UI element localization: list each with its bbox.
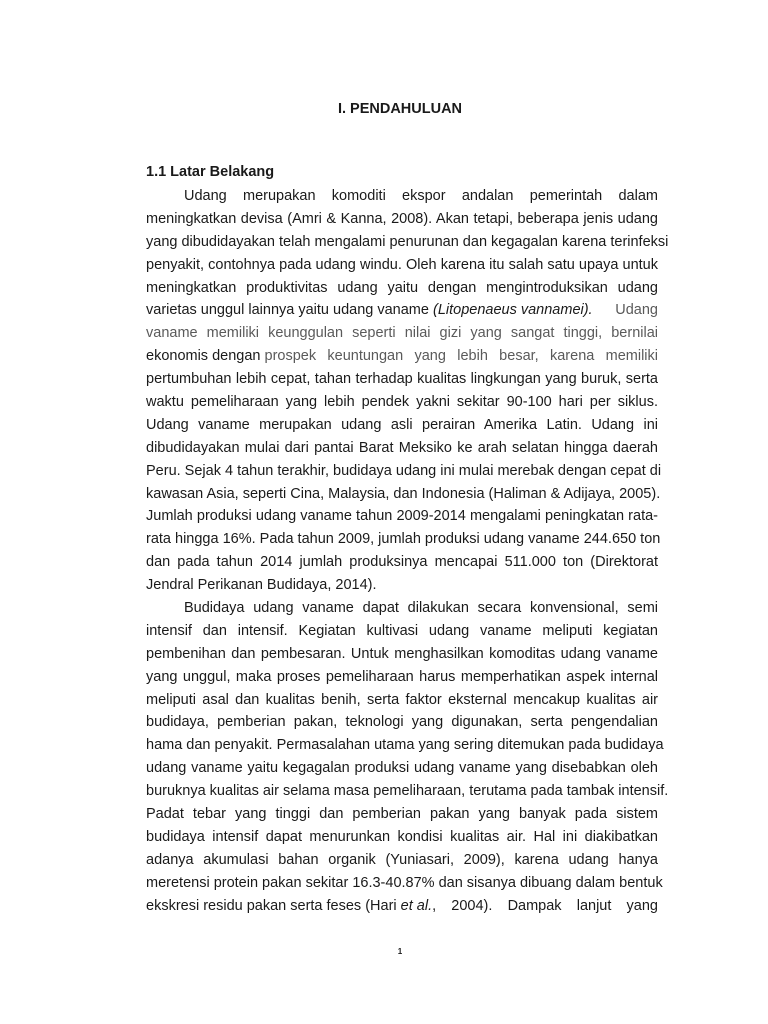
citation-etal: et al. — [400, 897, 433, 914]
text-line: meretensi protein pakan sekitar 16.3-40.87% dan sisanya dibuang dalam bentuk — [146, 874, 663, 891]
body-text — [146, 185, 669, 918]
text-line: penyakit, contohnya pada udang windu. Oleh karena itu salah satu upaya untuk — [146, 256, 658, 273]
text-line: kawasan Asia, seperti Cina, Malaysia, dan Indonesia (Haliman & Adijaya, 2005). — [146, 485, 661, 502]
text-line: pertumbuhan lebih cepat, tahan terhadap kualitas lingkungan yang buruk, serta — [146, 371, 658, 388]
text-line: yang dibudidayakan telah mengalami penurunan dan kegagalan karena terinfeksi — [146, 233, 669, 250]
text-line: Jumlah produksi udang vaname tahun 2009-2014 mengalami peningkatan rata- — [146, 508, 658, 525]
text-line: intensif dan intensif. Kegiatan kultivasi udang vaname meliputi kegiatan — [146, 622, 658, 639]
text-line: buruknya kualitas air selama masa pemeliharaan, terutama pada tambak intensif. — [146, 783, 669, 800]
text-line — [146, 345, 658, 368]
text-line: yang unggul, maka proses pemeliharaan harus memperhatikan aspek internal — [146, 668, 658, 685]
text-line: adanya akumulasi bahan organik (Yuniasari, 2009), karena udang hanya — [146, 851, 658, 868]
text-line — [146, 299, 658, 322]
text-line: rata hingga 16%. Pada tahun 2009, jumlah produksi udang vaname 244.650 ton — [146, 531, 661, 548]
section-heading: 1.1 Latar Belakang — [146, 164, 275, 180]
text-line: Peru. Sejak 4 tahun terakhir, budidaya udang ini mulai merebak dengan cepat di — [146, 462, 662, 479]
text-line: meliputi asal dan kualitas benih, serta faktor eksternal mencakup kualitas air — [146, 691, 658, 708]
text-line: Budidaya udang vaname dapat dilakukan secara konvensional, semi — [184, 600, 658, 617]
text-line: udang vaname yaitu kegagalan produksi udang vaname yang disebabkan oleh — [146, 760, 658, 777]
text-line: vaname memiliki keunggulan seperti nilai gizi yang sangat tinggi, bernilai — [146, 325, 658, 342]
text-line: budidaya, pemberian pakan, teknologi yang digunakan, serta pengendalian — [146, 714, 658, 731]
text-line: dibudidayakan mulai dari pantai Barat Meksiko ke arah selatan hingga daerah — [146, 439, 658, 456]
text-line: Padat tebar yang tinggi dan pemberian pakan yang banyak pada sistem — [146, 806, 658, 823]
species-name: (Litopenaeus vannamei). — [432, 302, 593, 319]
text-line: Jendral Perikanan Budidaya, 2014). — [146, 577, 377, 594]
text-line: meningkatkan produktivitas udang yaitu dengan mengintroduksikan udang — [146, 279, 658, 296]
text-line — [146, 895, 658, 918]
text-line: budidaya intensif dapat menurunkan kondisi kualitas air. Hal ini diakibatkan — [146, 828, 658, 845]
text-segment-gray: prospek keuntungan yang lebih besar, karena memiliki — [264, 348, 658, 365]
text-segment: ekskresi residu pakan serta feses (Hari — [146, 897, 401, 914]
text-line: pembenihan dan pembesaran. Untuk menghasilkan komoditas udang vaname — [146, 645, 658, 662]
text-segment: , 2004). Dampak lanjut yang — [432, 897, 658, 914]
text-line: dan pada tahun 2014 jumlah produksinya mencapai 511.000 ton (Direktorat — [146, 554, 658, 571]
text-line: Udang merupakan komoditi ekspor andalan pemerintah dalam — [184, 188, 658, 204]
text-line: hama dan penyakit. Permasalahan utama yang sering ditemukan pada budidaya — [146, 737, 664, 754]
text-line: waktu pemeliharaan yang lebih pendek yakni sekitar 90-100 hari per siklus. — [146, 394, 658, 411]
page-number: 1 — [397, 947, 403, 956]
text-segment: ekonomis dengan — [146, 348, 265, 365]
text-segment: varietas unggul lainnya yaitu udang vaname — [146, 302, 433, 319]
text-line: meningkatkan devisa (Amri & Kanna, 2008). Akan tetapi, beberapa jenis udang — [146, 210, 658, 227]
text-line: Udang vaname merupakan udang asli perairan Amerika Latin. Udang ini — [146, 416, 658, 433]
chapter-title: I. PENDAHULUAN — [337, 101, 463, 117]
text-segment-gray: Udang — [615, 302, 658, 319]
